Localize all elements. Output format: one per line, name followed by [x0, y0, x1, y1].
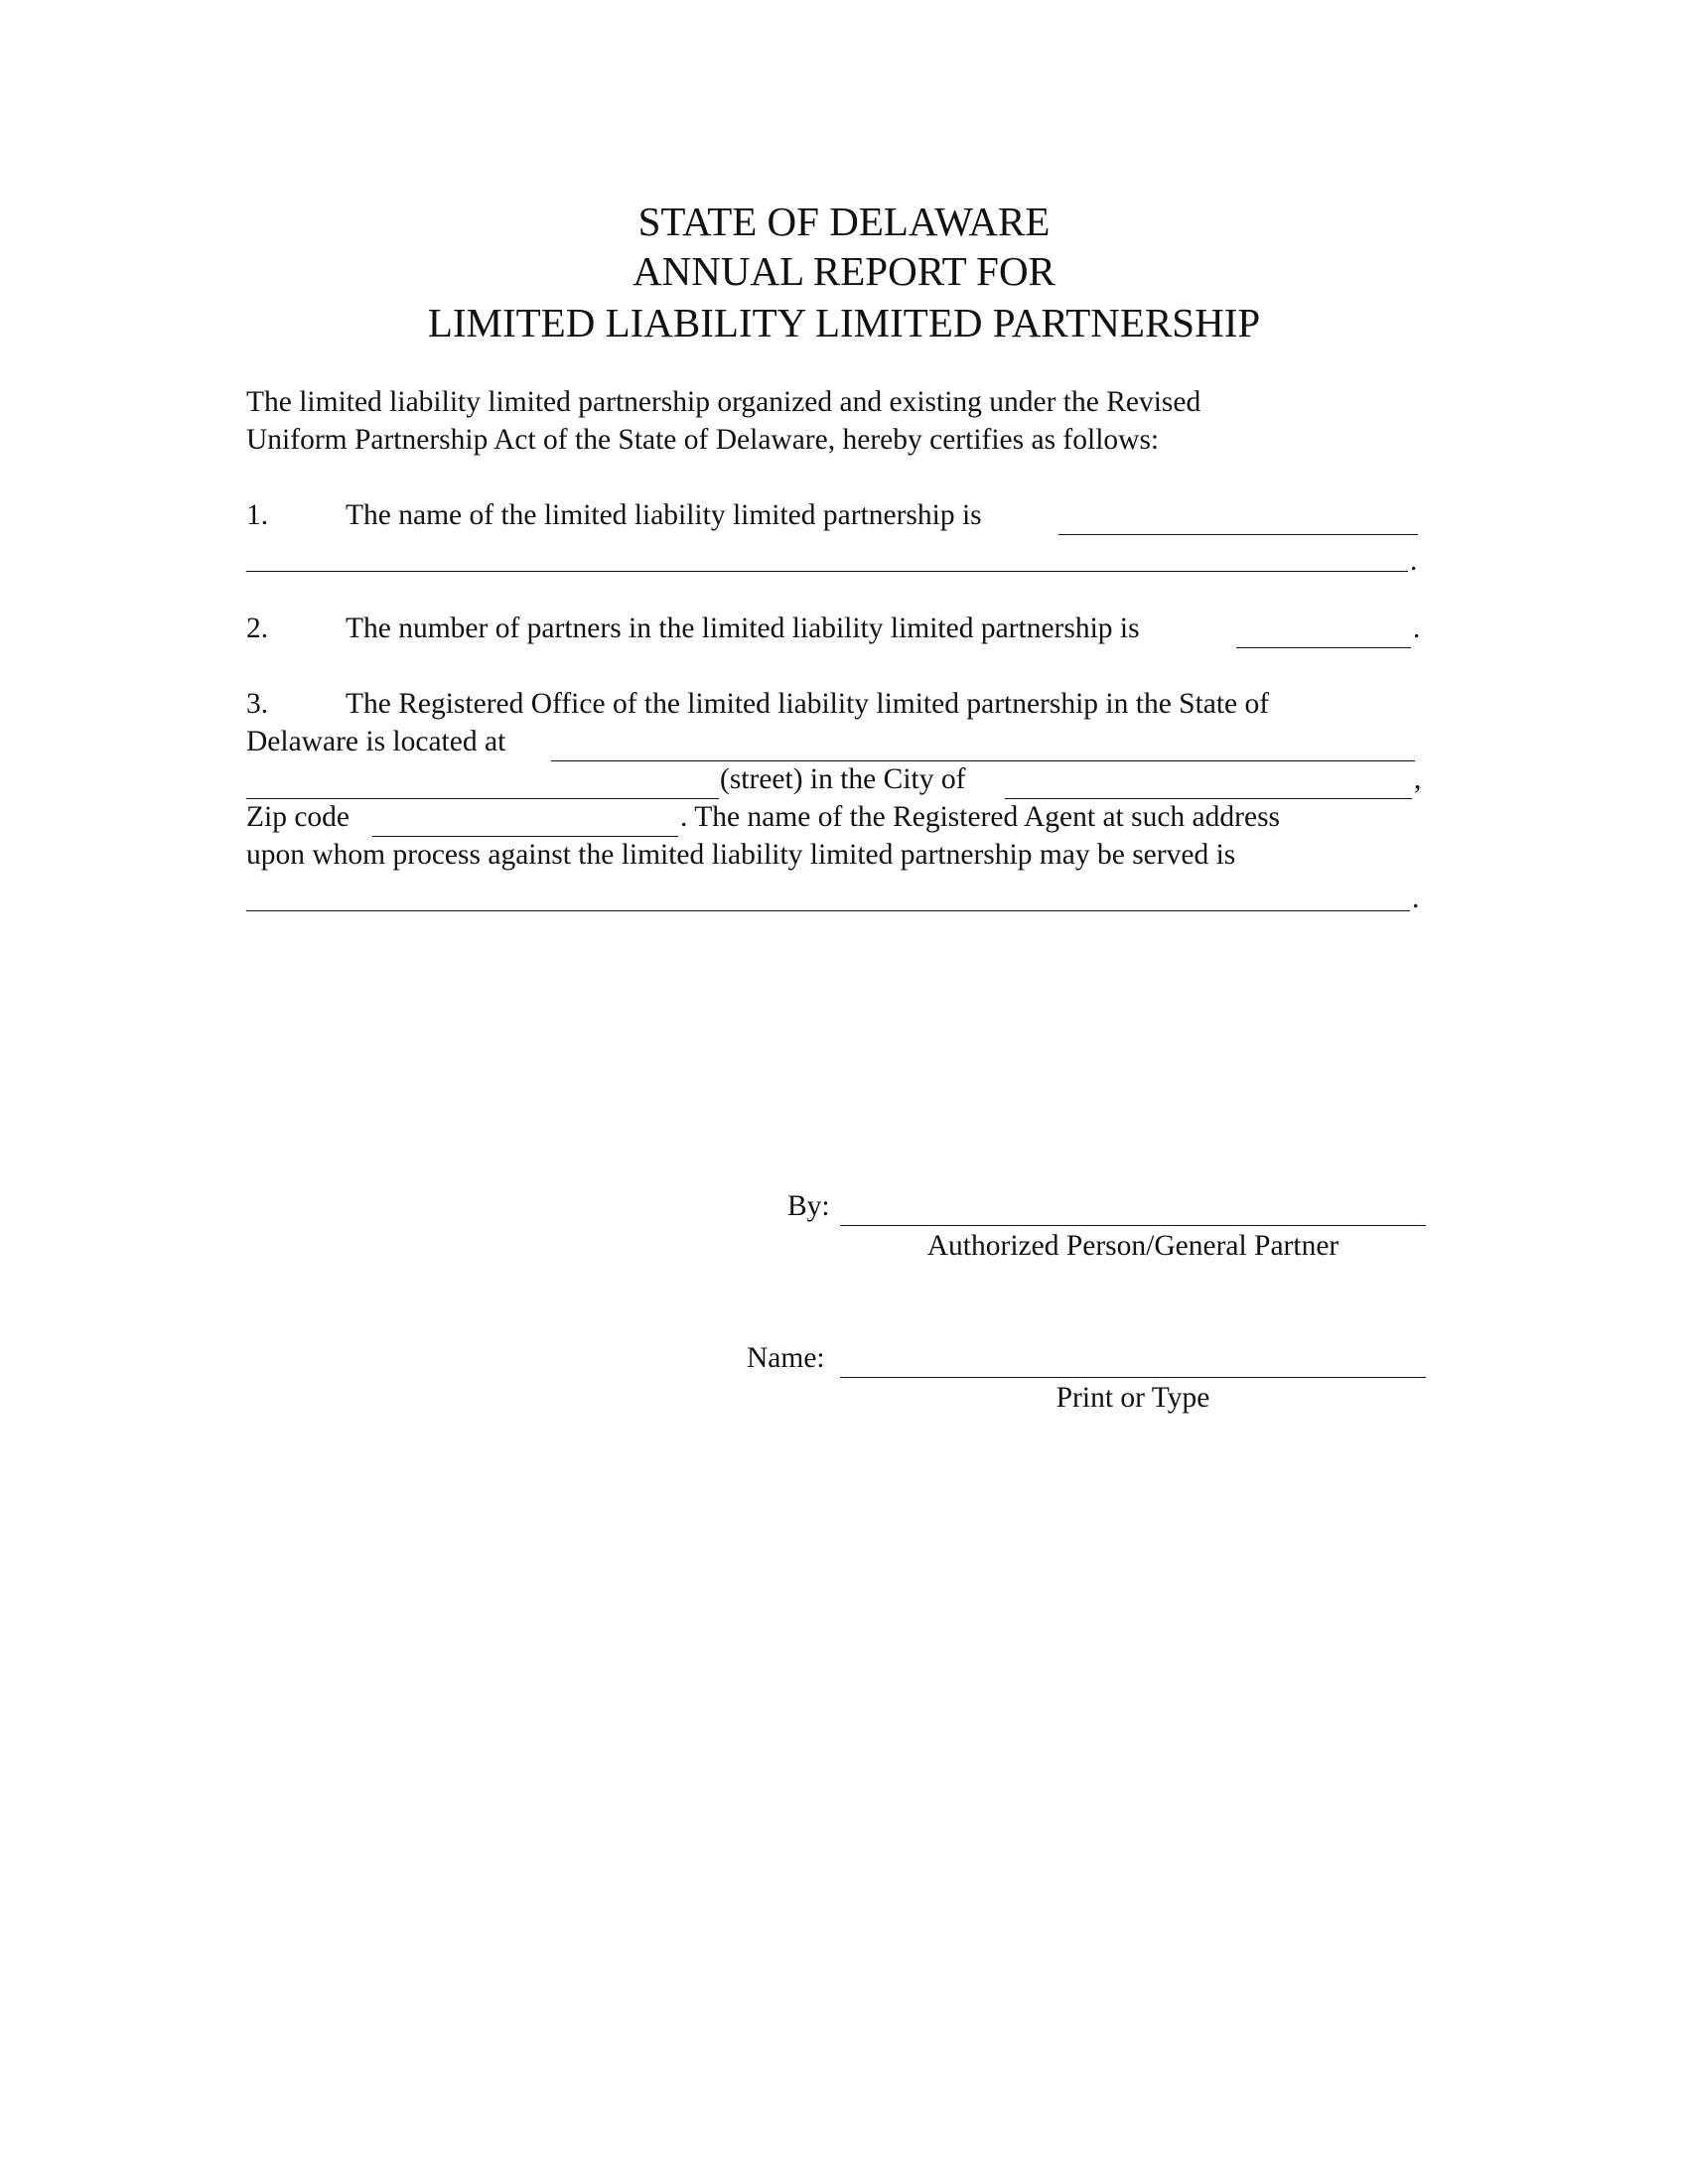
by-label: By:	[787, 1190, 830, 1222]
number-of-partners-field[interactable]	[1236, 647, 1411, 648]
item-1-text: The name of the limited liability limited partnership is	[346, 499, 982, 531]
item-3-line-1	[246, 685, 1269, 723]
intro-line-1: The limited liability limited partnership organized and existing under the Revised	[246, 386, 1201, 418]
title-entity-type: LIMITED LIABILITY LIMITED PARTNERSHIP	[427, 300, 1261, 345]
partnership-name-field-2[interactable]	[246, 571, 1408, 572]
item-3-text-1: The Registered Office of the limited liability limited partnership in the State of	[346, 688, 1270, 720]
title-report: ANNUAL REPORT FOR	[633, 248, 1055, 294]
item-2-number: 2.	[246, 613, 269, 644]
street-label: (street) in the City of	[720, 763, 966, 795]
zip-label: Zip code	[246, 801, 351, 833]
registered-agent-field[interactable]	[246, 910, 1410, 911]
item-1-period: .	[1410, 545, 1418, 577]
name-label: Name:	[747, 1342, 825, 1374]
by-caption: Authorized Person/General Partner	[926, 1230, 1339, 1262]
item-2-period: .	[1413, 613, 1421, 644]
partnership-name-field-1[interactable]	[1058, 534, 1418, 535]
signature-by-field[interactable]	[840, 1225, 1426, 1226]
title-state: STATE OF DELAWARE	[637, 199, 1051, 244]
item-1	[246, 496, 982, 534]
item-3-number: 3.	[246, 688, 269, 720]
signature-name-field[interactable]	[840, 1377, 1426, 1378]
item-2-text: The number of partners in the limited liability limited partnership is	[346, 613, 1140, 644]
item-3-line-5: upon whom process against the limited liability limited partnership may be served is	[246, 839, 1236, 871]
name-caption: Print or Type	[1055, 1382, 1210, 1414]
city-comma: ,	[1414, 763, 1422, 795]
item-3-period: .	[1412, 883, 1420, 914]
item-1-number: 1.	[246, 499, 269, 531]
item-2	[246, 610, 1140, 647]
item-3-line-2: Delaware is located at	[246, 726, 506, 757]
registered-office-street-field-1[interactable]	[551, 760, 1415, 761]
item-3-line-4: . The name of the Registered Agent at such address	[680, 801, 1281, 833]
intro-line-2: Uniform Partnership Act of the State of Delaware, hereby certifies as follows:	[246, 424, 1160, 456]
